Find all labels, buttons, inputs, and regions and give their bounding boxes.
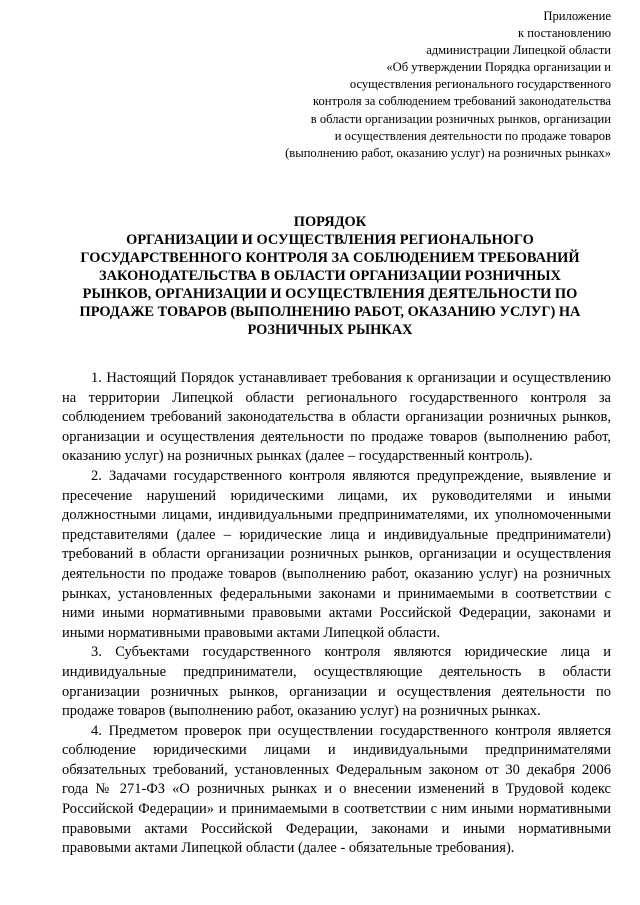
header-line: (выполнению работ, оказанию услуг) на розничных рынках» [285,145,611,160]
header-line: к постановлению [517,26,611,41]
appendix-header [231,8,611,162]
header-line: администрации Липецкой области [426,43,611,58]
title-line: ГОСУДАРСТВЕННОГО КОНТРОЛЯ ЗА СОБЛЮДЕНИЕМ ТРЕБОВАНИЙ [80,250,580,266]
header-line: осуществления регионального государственного [349,77,611,92]
header-line: и осуществления деятельности по продаже товаров [334,128,611,143]
header-line: Приложение [543,9,611,23]
title-line: ПРОДАЖЕ ТОВАРОВ (ВЫПОЛНЕНИЮ РАБОТ, ОКАЗАНИЮ УСЛУГ) НА [79,304,581,320]
title-line: ЗАКОНОДАТЕЛЬСТВА В ОБЛАСТИ ОРГАНИЗАЦИИ РОЗНИЧНЫХ [99,268,561,284]
paragraph-4: 4. Предметом проверок при осуществлении государственного контроля является соблюдение юридическими лицами и индивидуальными предпринимателями обязательных требований, установленных Федеральным законом от 30 декабря 2006 года № 271-ФЗ «О розничных рынках и о внесении изменений в Трудовой кодекс Российской Федерации» и принимаемыми в соответствии с ним иными нормативными правовыми актами Российской Федерации, законами и иными нормативными правовыми актами Липецкой области (далее - обязательные требования). [62,722,611,857]
title-line: РЫНКОВ, ОРГАНИЗАЦИИ И ОСУЩЕСТВЛЕНИЯ ДЕЯТЕЛЬНОСТИ ПО [82,286,578,302]
paragraph-1: 1. Настоящий Порядок устанавливает требования к организации и осуществлению на территории Липецкой области регионального государственного контроля за соблюдением требований законодательства в области организации розничных рынков, организации и осуществления деятельности по продаже товаров (выполнению работ, оказанию услуг) на розничных рынках (далее – государственный контроль). [62,370,611,465]
title-line: ПОРЯДОК [293,214,367,230]
title-line: РОЗНИЧНЫХ РЫНКАХ [247,322,413,338]
header-line: «Об утверждении Порядка организации и [386,60,611,75]
document-body [62,369,611,859]
document-title [60,213,600,339]
paragraph-3: 3. Субъектами государственного контроля являются юридические лица и индивидуальные предприниматели, осуществляющие деятельность в области организации розничных рынков, организации и осуществления деятельности по продаже товаров (выполнению работ, оказанию услуг) на розничных рынках. [62,644,611,720]
title-line: ОРГАНИЗАЦИИ И ОСУЩЕСТВЛЕНИЯ РЕГИОНАЛЬНОГО [126,232,534,248]
header-line: контроля за соблюдением требований законодательства [312,94,611,109]
paragraph-2: 2. Задачами государственного контроля являются предупреждение, выявление и пресечение нарушений юридическими лицами, их руководителями и иными должностными лицами, индивидуальными предпринимателями, их уполномоченными представителями (далее – юридические лица и индивидуальные предприниматели) требований в области организации розничных рынков, организации и осуществления деятельности по продаже товаров (выполнению работ, оказанию услуг) на розничных рынках, установленных федеральными законами и принимаемыми в соответствии с ними иными нормативными правовыми актами Российской Федерации, законами и иными нормативными правовыми актами Липецкой области. [62,467,611,641]
header-line: в области организации розничных рынков, организации [310,111,611,126]
